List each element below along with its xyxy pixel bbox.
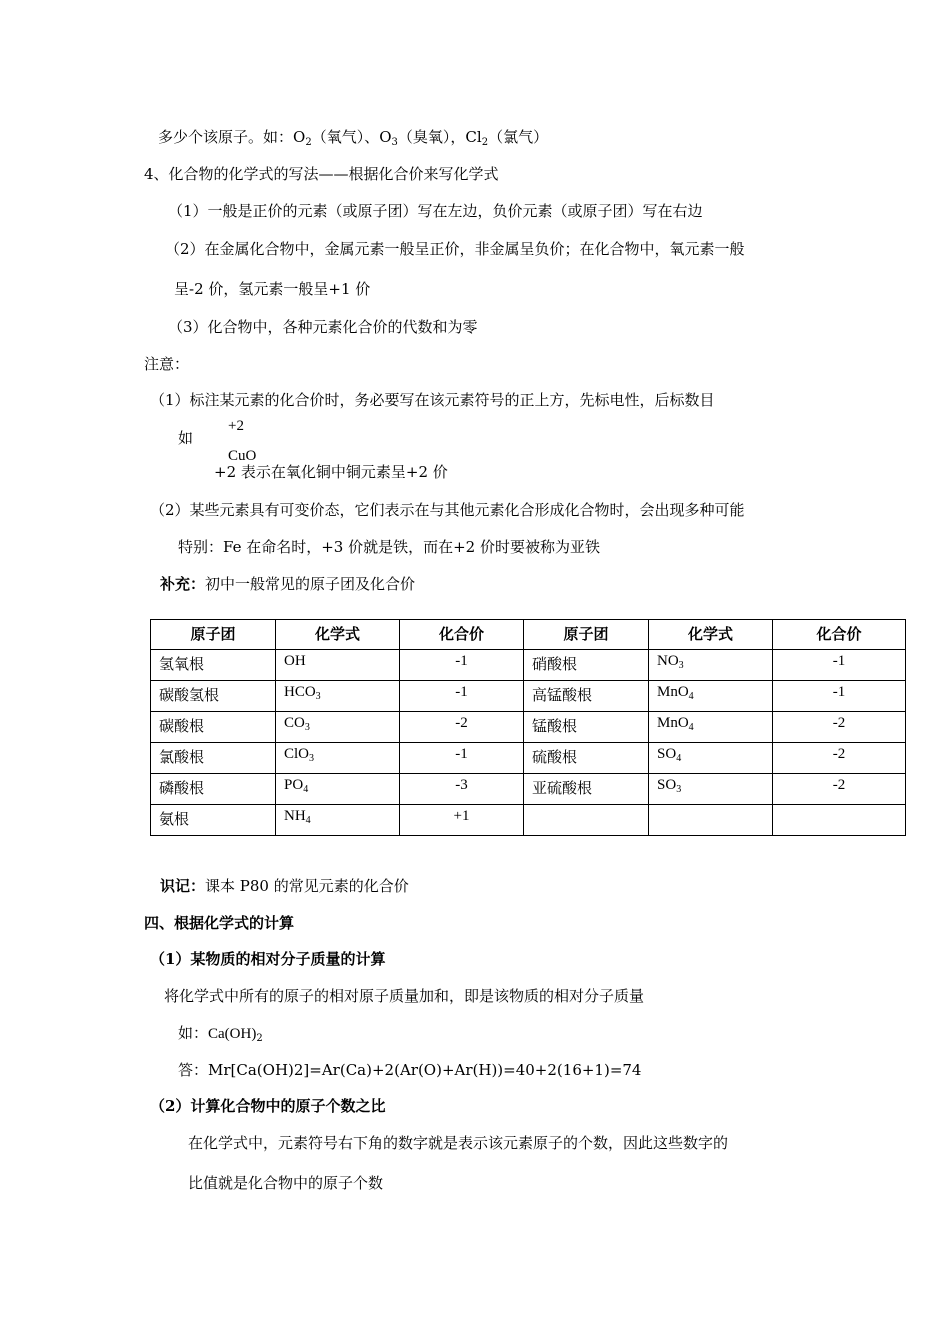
- radical-formula: ClO$_3$: [276, 743, 400, 774]
- radical-name: [524, 805, 649, 836]
- memo-label: 识记：: [160, 877, 206, 895]
- formula-o2: O: [293, 128, 306, 146]
- calc-example: [178, 1023, 263, 1044]
- radical-valence: -1: [400, 650, 524, 681]
- calc-example-prefix: 如：: [178, 1024, 209, 1042]
- header-valence: 化合价: [773, 620, 906, 650]
- table-row: [151, 743, 906, 774]
- subsection-2-text: 在化学式中，元素符号右下角的数字就是表示该元素原子的个数，因此这些数字的: [188, 1134, 729, 1152]
- subsection-2-heading: （2）计算化合物中的原子个数之比: [150, 1097, 386, 1115]
- header-radical: 原子团: [524, 620, 649, 650]
- radical-name: 亚硫酸根: [524, 774, 649, 805]
- supplement-text: 初中一般常见的原子团及化合价: [205, 575, 416, 593]
- radical-formula: OH: [276, 650, 400, 681]
- notes-label: 注意：: [144, 355, 190, 373]
- subsection-1-text: 将化学式中所有的原子的相对原子质量加和，即是该物质的相对分子质量: [164, 987, 645, 1005]
- radical-name: 氨根: [151, 805, 276, 836]
- radical-formula: MnO$_4$: [649, 681, 773, 712]
- memo-line: [160, 876, 409, 896]
- radical-valence: +1: [400, 805, 524, 836]
- table-row: [151, 774, 906, 805]
- section4-point3: （3）化合物中，各种元素化合价的代数和为零: [168, 318, 478, 336]
- supplement-line: [160, 574, 415, 594]
- example-formula: CuO: [228, 448, 257, 464]
- intro-line: [158, 127, 548, 147]
- radical-formula: $CO_3$: [276, 712, 400, 743]
- subsection-2-text-cont: 比值就是化合物中的原子个数: [188, 1174, 384, 1192]
- radical-formula: [649, 805, 773, 836]
- radical-formula: $SO_4$: [649, 743, 773, 774]
- radical-name: 锰酸根: [524, 712, 649, 743]
- example-explanation: +2 表示在氧化铜中铜元素呈+2 价: [214, 463, 448, 481]
- radical-name: 氯酸根: [151, 743, 276, 774]
- cl2-name: （氯气）: [488, 128, 549, 146]
- table-row: [151, 681, 906, 712]
- o3-name: （臭氧），: [397, 128, 466, 146]
- radical-name: 硫酸根: [524, 743, 649, 774]
- radical-formula: $PO_4$: [276, 774, 400, 805]
- formula-o3-sub: 3: [391, 137, 398, 148]
- example-valence: +2: [228, 418, 244, 434]
- radical-valence: -2: [773, 712, 906, 743]
- radical-valence-table: [150, 619, 906, 836]
- radical-valence: -2: [400, 712, 524, 743]
- radical-name: 硝酸根: [524, 650, 649, 681]
- section4-point2: （2）在金属化合物中，金属元素一般呈正价，非金属呈负价；在化合物中，氧元素一般: [165, 240, 745, 258]
- radical-valence: -3: [400, 774, 524, 805]
- o2-name: （氧气）、: [311, 128, 380, 146]
- radical-name: 碳酸根: [151, 712, 276, 743]
- radical-formula: $HCO_3$: [276, 681, 400, 712]
- radical-formula: MnO$_4$: [649, 712, 773, 743]
- note-2-special: 特别：Fe 在命名时，+3 价就是铁，而在+2 价时要被称为亚铁: [178, 538, 600, 556]
- header-valence: 化合价: [400, 620, 524, 650]
- formula-cl2: Cl: [465, 128, 482, 146]
- formula-o3: O: [379, 128, 392, 146]
- radical-valence: [773, 805, 906, 836]
- calc-example-formula: Ca(OH): [208, 1026, 257, 1042]
- header-formula: 化学式: [276, 620, 400, 650]
- radical-valence: -1: [400, 681, 524, 712]
- radical-formula: $NH_4$: [276, 805, 400, 836]
- table-row: [151, 805, 906, 836]
- note-1: （1）标注某元素的化合价时，务必要写在该元素符号的正上方，先标电性，后标数目: [150, 391, 715, 409]
- radical-name: 磷酸根: [151, 774, 276, 805]
- memo-text: 课本 P80 的常见元素的化合价: [205, 877, 409, 895]
- radical-formula: $SO_3$: [649, 774, 773, 805]
- table-header-row: [151, 620, 906, 650]
- section4-heading: 4、化合物的化学式的写法——根据化合价来写化学式: [144, 165, 499, 183]
- radical-valence: -1: [400, 743, 524, 774]
- table-row: [151, 650, 906, 681]
- header-formula: 化学式: [649, 620, 773, 650]
- section4-point2-cont: 呈-2 价，氢元素一般呈+1 价: [174, 280, 371, 298]
- supplement-label: 补充：: [160, 575, 206, 593]
- radical-valence: -2: [773, 774, 906, 805]
- radical-formula: $NO_3$: [649, 650, 773, 681]
- radical-name: 碳酸氢根: [151, 681, 276, 712]
- section4-point1: （1）一般是正价的元素（或原子团）写在左边，负价元素（或原子团）写在右边: [168, 202, 703, 220]
- radical-name: 氢氧根: [151, 650, 276, 681]
- note-2: （2）某些元素具有可变价态，它们表示在与其他元素化合形成化合物时，会出现多种可能: [150, 501, 745, 519]
- radical-name: 高锰酸根: [524, 681, 649, 712]
- header-radical: 原子团: [151, 620, 276, 650]
- radical-valence: -1: [773, 681, 906, 712]
- example-label: 如: [178, 429, 194, 447]
- calc-answer: 答：Mr[Ca(OH)2]=Ar(Ca)+2(Ar(O)+Ar(H))=40+2(16+1)=74: [178, 1061, 642, 1079]
- subsection-1-heading: （1）某物质的相对分子质量的计算: [150, 950, 386, 968]
- calc-example-sub: 2: [256, 1033, 263, 1044]
- formula-cl2-sub: 2: [481, 137, 489, 148]
- radical-valence: -1: [773, 650, 906, 681]
- table-row: [151, 712, 906, 743]
- radical-valence: -2: [773, 743, 906, 774]
- formula-o2-sub: 2: [305, 137, 312, 148]
- intro-prefix: 多少个该原子。如：: [158, 128, 294, 146]
- section-four-heading: 四、根据化学式的计算: [144, 914, 295, 932]
